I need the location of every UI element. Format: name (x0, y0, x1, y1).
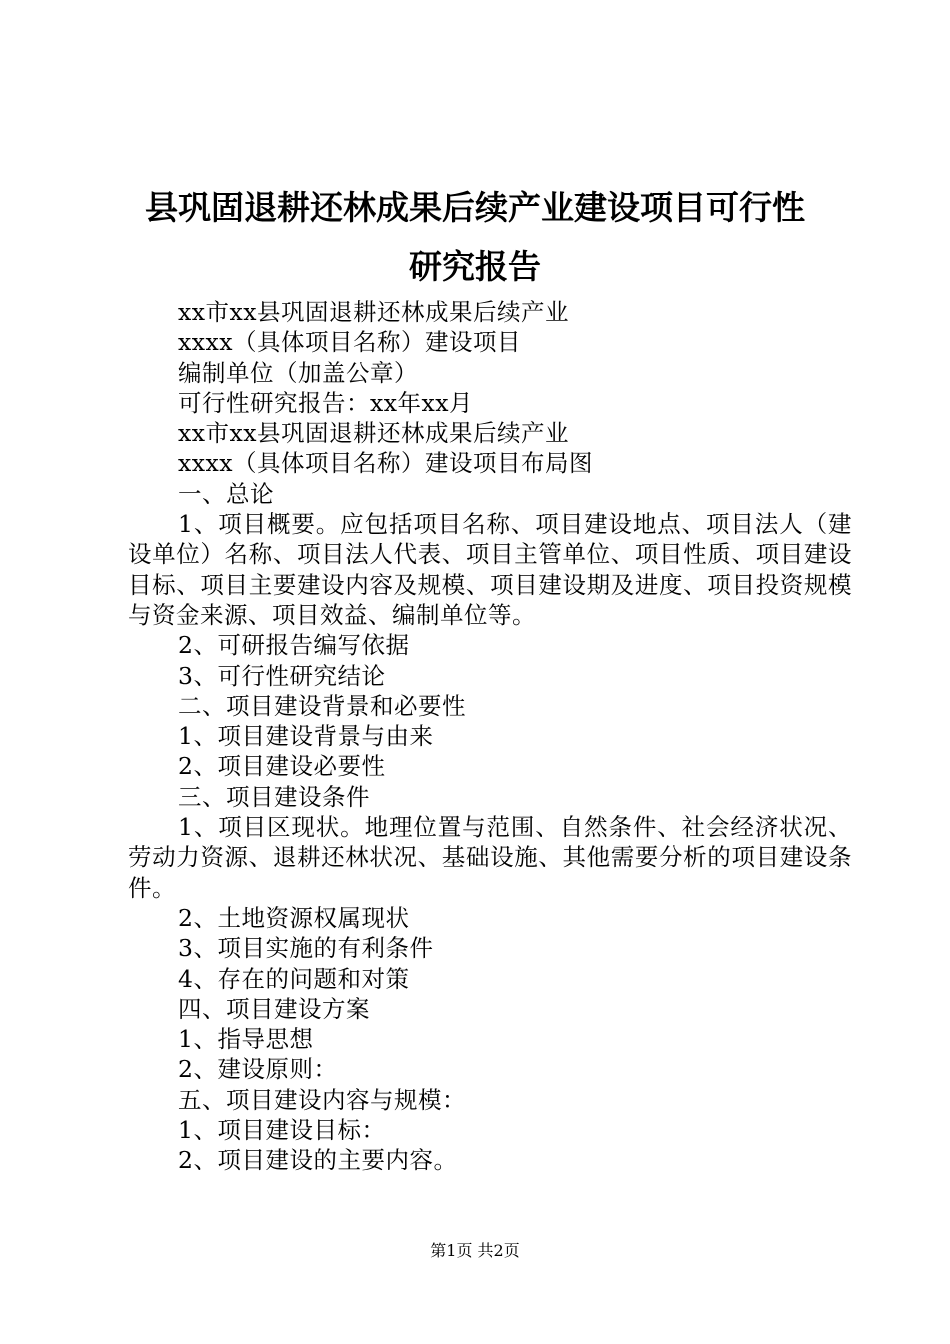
document-body (128, 297, 852, 1176)
paragraph: 2、建设原则： (178, 1055, 338, 1084)
section-heading: 五、项目建设内容与规模： (178, 1085, 466, 1114)
paragraph: xx市xx县巩固退耕还林成果后续产业 (178, 298, 570, 326)
paragraph: xxxx（具体项目名称）建设项目 (178, 328, 522, 357)
section-heading: 四、项目建设方案 (178, 994, 370, 1023)
section-heading: 三、项目建设条件 (178, 782, 370, 811)
section-heading: 一、总论 (178, 479, 274, 508)
page-number-footer: 第1页 共2页 (430, 1241, 520, 1260)
paragraph: 3、可行性研究结论 (178, 661, 386, 690)
document-title-line-1: 县巩固退耕还林成果后续产业建设项目可行性 (145, 188, 805, 227)
paragraph: 1、项目建设背景与由来 (178, 722, 434, 751)
paragraph: 2、项目建设的主要内容。 (178, 1146, 458, 1175)
paragraph: xx市xx县巩固退耕还林成果后续产业 (178, 419, 570, 448)
paragraph: 1、项目建设目标： (178, 1116, 386, 1145)
paragraph: 可行性研究报告：xx年xx月 (178, 388, 474, 417)
paragraph: 1、项目区现状。地理位置与范围、自然条件、社会经济状况、劳动力资源、退耕还林状况、基础设施、其他需要分析的项目建设条件。 (128, 813, 852, 902)
paragraph: 编制单位（加盖公章） (178, 358, 418, 387)
paragraph: 1、项目概要。应包括项目名称、项目建设地点、项目法人（建设单位）名称、项目法人代表、项目主管单位、项目性质、项目建设目标、项目主要建设内容及规模、项目建设期及进度、项目投资规模与资金来源、项目效益、编制单位等。 (128, 510, 852, 629)
paragraph: 2、可研报告编写依据 (178, 631, 410, 660)
paragraph: 3、项目实施的有利条件 (178, 934, 434, 963)
paragraph: xxxx（具体项目名称）建设项目布局图 (178, 449, 594, 478)
paragraph: 2、项目建设必要性 (178, 752, 386, 781)
paragraph: 1、指导思想 (178, 1025, 314, 1054)
section-heading: 二、项目建设背景和必要性 (178, 691, 466, 720)
paragraph: 2、土地资源权属现状 (178, 903, 410, 932)
document-title-line-2: 研究报告 (409, 247, 541, 286)
paragraph: 4、存在的问题和对策 (178, 964, 410, 993)
